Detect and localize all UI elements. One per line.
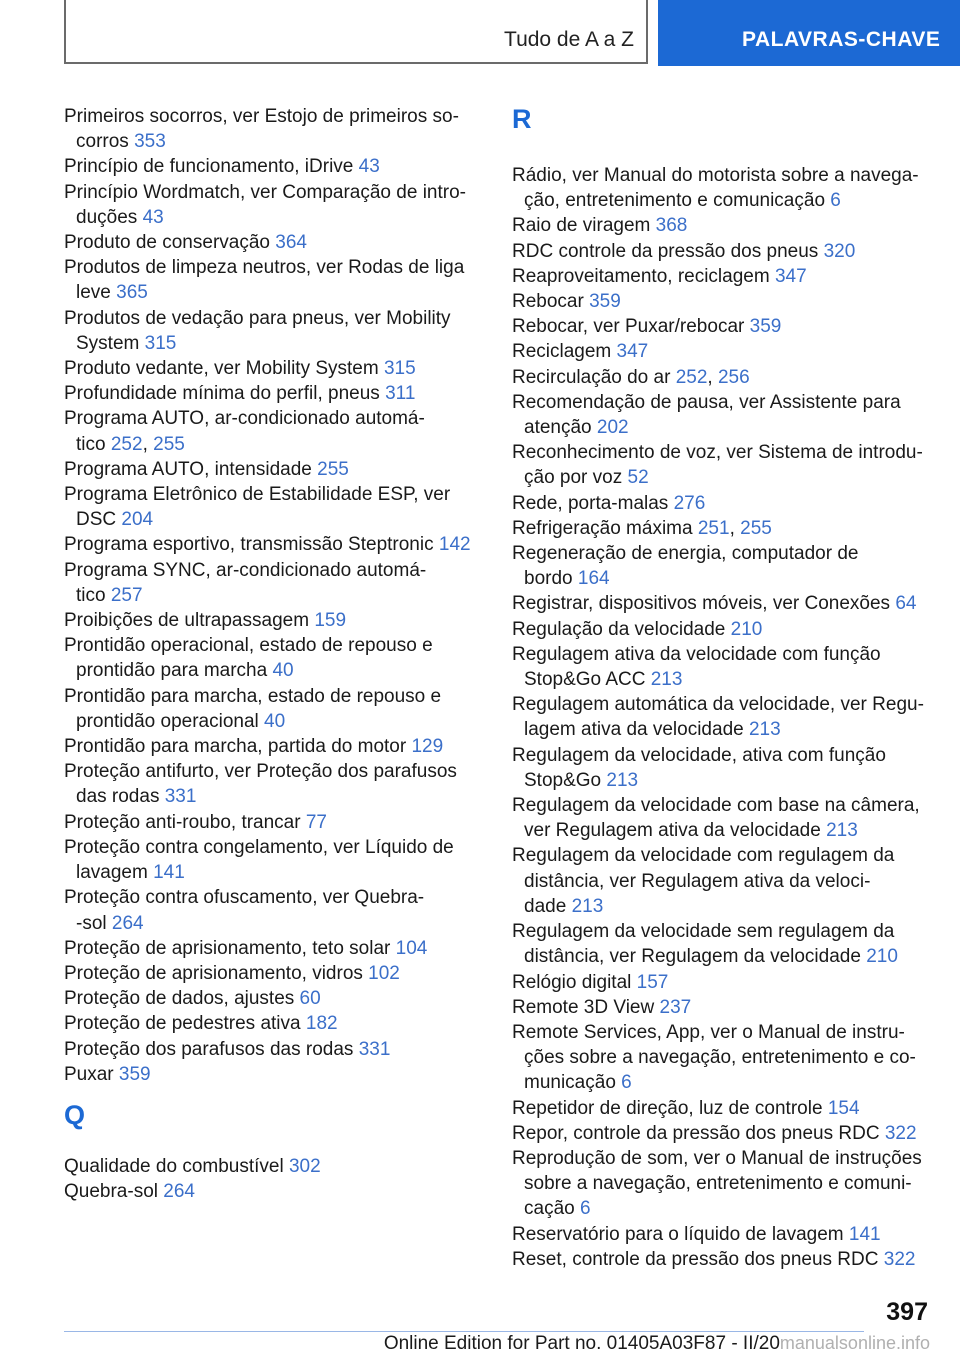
page-reference-link[interactable]: 315 <box>383 358 416 380</box>
index-entry <box>512 1146 932 1222</box>
page-reference-link[interactable]: 256 <box>717 366 750 388</box>
page-reference-link[interactable]: 102 <box>368 962 400 984</box>
index-entry <box>512 642 932 692</box>
index-term: prontidão para marcha <box>76 660 268 682</box>
index-entry <box>512 743 932 793</box>
index-term: Reset, controle da pressão dos pneus RDC <box>512 1248 879 1270</box>
page-reference-link[interactable]: 64 <box>895 593 917 615</box>
index-entry <box>64 684 484 734</box>
index-entry-line <box>512 667 932 692</box>
page-reference-link[interactable]: 368 <box>655 215 688 237</box>
index-entry-line <box>512 339 932 364</box>
section-title: Tudo de A a Z <box>504 28 634 51</box>
page-reference-link[interactable]: 154 <box>827 1097 860 1119</box>
index-entry-line <box>64 961 484 986</box>
index-term: Programa AUTO, ar-condicionado automá- <box>64 408 425 430</box>
page-reference-link[interactable]: 52 <box>627 467 649 489</box>
keywords-tab[interactable]: PALAVRAS-CHAVE <box>658 0 960 66</box>
index-term: Proteção de aprisionamento, teto solar <box>64 937 391 959</box>
index-term: Reprodução de som, ver o Manual de instruções <box>512 1147 922 1169</box>
index-term: Regulagem da velocidade com base na câmera, <box>512 795 920 817</box>
page-reference-link[interactable]: 237 <box>659 996 692 1018</box>
index-entry <box>512 365 932 390</box>
index-entry <box>512 541 932 591</box>
page-reference-link[interactable]: 210 <box>866 946 898 968</box>
index-entry <box>64 306 484 356</box>
index-term: Recirculação do ar <box>512 366 671 388</box>
index-term: Relógio digital <box>512 971 632 993</box>
index-entry-line <box>64 608 484 633</box>
footer-edition: Online Edition for Part no. 01405A03F87 - II/20manualsonline.info <box>383 1333 930 1354</box>
page-reference-link[interactable]: 43 <box>358 156 380 178</box>
page-reference-link[interactable]: 251 <box>697 517 730 539</box>
index-entry-line <box>64 1154 484 1179</box>
index-term: Rebocar, ver Puxar/rebocar <box>512 316 745 338</box>
page-reference-link[interactable]: 252 <box>675 366 708 388</box>
index-entry <box>512 1096 932 1121</box>
index-term: Remote 3D View <box>512 996 655 1018</box>
page-reference-link[interactable]: 213 <box>826 820 858 842</box>
index-term: Raio de viragem <box>512 215 651 237</box>
index-term: Produto vedante, ver Mobility System <box>64 358 379 380</box>
page-reference-link[interactable]: 331 <box>358 1038 391 1060</box>
index-term: Princípio de funcionamento, iDrive <box>64 156 354 178</box>
index-term: Proteção contra ofuscamento, ver Quebra- <box>64 887 425 909</box>
index-entry-line <box>64 129 484 154</box>
index-term: Proteção de pedestres ativa <box>64 1013 301 1035</box>
page-reference-link[interactable]: 347 <box>774 265 807 287</box>
index-term: Reciclagem <box>512 341 612 363</box>
index-entry <box>64 154 484 179</box>
index-entry-line <box>512 1096 932 1121</box>
index-entry <box>64 936 484 961</box>
index-term: Quebra-sol <box>64 1181 158 1203</box>
index-entry-line: tico 252, 255 <box>76 433 185 455</box>
index-entry-line <box>512 188 932 213</box>
index-entry-line <box>512 617 932 642</box>
index-term: Regulagem da velocidade com regulagem da <box>512 845 895 867</box>
index-entry-line <box>512 768 932 793</box>
index-term: corros <box>76 131 129 153</box>
index-entry <box>64 457 484 482</box>
index-term: Registrar, dispositivos móveis, ver Conexões <box>512 593 891 615</box>
index-term: Stop&Go ACC <box>524 669 646 691</box>
page-reference-link[interactable]: 213 <box>571 895 604 917</box>
index-term: ções sobre a navegação, entretenimento e co- <box>524 1047 916 1069</box>
index-entry <box>512 970 932 995</box>
index-entry-line <box>512 818 932 843</box>
index-entry-line <box>64 381 484 406</box>
page-reference-link[interactable]: 204 <box>121 509 154 531</box>
index-term: Proteção antifurto, ver Proteção dos parafusos <box>64 761 457 783</box>
index-entry-line <box>64 885 484 910</box>
index-term: Regulagem ativa da velocidade com função <box>512 643 881 665</box>
index-entry <box>64 810 484 835</box>
index-column-right <box>512 104 932 1272</box>
index-term: Produtos de vedação para pneus, ver Mobility <box>64 307 451 329</box>
index-entry-line <box>512 1196 932 1221</box>
index-entry-line <box>64 558 484 583</box>
index-term: Rede, porta-malas <box>512 492 669 514</box>
page-reference-link[interactable]: 6 <box>621 1072 632 1094</box>
page-reference-link[interactable]: 347 <box>616 341 649 363</box>
index-term: Proteção dos parafusos das rodas <box>64 1038 354 1060</box>
index-term: Proteção anti-roubo, trancar <box>64 811 301 833</box>
index-entry-line <box>64 759 484 784</box>
index-term: Programa AUTO, intensidade <box>64 458 312 480</box>
index-entry <box>64 1011 484 1036</box>
page-number: 397 <box>886 1298 928 1326</box>
index-entry <box>512 390 932 440</box>
index-entry-line <box>64 633 484 658</box>
index-entry-line <box>512 566 932 591</box>
index-entry <box>64 608 484 633</box>
footer-watermark: manualsonline.info <box>779 1333 930 1353</box>
index-entry <box>512 793 932 843</box>
index-entry-line <box>64 507 484 532</box>
index-entry <box>512 163 932 213</box>
index-entry-line <box>512 213 932 238</box>
index-term: tico <box>76 433 106 455</box>
index-entry-line <box>512 1171 932 1196</box>
index-entry-line <box>512 1121 932 1146</box>
page-reference-link[interactable]: 202 <box>596 417 629 439</box>
page-reference-link[interactable]: 77 <box>305 811 327 833</box>
index-entry <box>64 482 484 532</box>
index-entry <box>512 591 932 616</box>
index-entry-line <box>64 180 484 205</box>
index-term: Produtos de limpeza neutros, ver Rodas de liga <box>64 257 465 279</box>
index-term: Prontidão operacional, estado de repouso e <box>64 635 433 657</box>
index-entry-line <box>64 835 484 860</box>
page-reference-link[interactable]: 255 <box>317 458 349 480</box>
page-reference-link[interactable]: 353 <box>134 131 166 153</box>
index-entry <box>64 381 484 406</box>
page-reference-link[interactable]: 257 <box>110 584 143 606</box>
index-term: Puxar <box>64 1063 114 1085</box>
index-term: Programa Eletrônico de Estabilidade ESP, ver <box>64 484 451 506</box>
index-entry-line <box>64 810 484 835</box>
page-reference-link[interactable]: 322 <box>883 1248 916 1270</box>
index-entry-line <box>512 1045 932 1070</box>
page-reference-link[interactable]: 40 <box>264 710 286 732</box>
index-term: ção, entretenimento e comunicação <box>524 190 826 212</box>
index-entry <box>64 230 484 255</box>
index-entry-line <box>512 843 932 868</box>
page-reference-link[interactable]: 40 <box>272 660 294 682</box>
index-term: Produto de conservação <box>64 232 270 254</box>
page-reference-link[interactable]: 141 <box>848 1223 881 1245</box>
index-entry-line <box>64 230 484 255</box>
index-entry-line <box>512 1247 932 1272</box>
index-term: distância, ver Regulagem da velocidade <box>524 946 861 968</box>
page-reference-link[interactable]: 164 <box>577 568 610 590</box>
index-term: Proteção de dados, ajustes <box>64 988 295 1010</box>
index-term: Programa esportivo, transmissão Steptronic <box>64 534 434 556</box>
index-entry <box>64 1037 484 1062</box>
index-entry <box>64 961 484 986</box>
index-entry-line <box>64 583 484 608</box>
index-term: Repor, controle da pressão dos pneus RDC <box>512 1122 880 1144</box>
page-reference-link[interactable]: 213 <box>650 669 683 691</box>
index-term: Profundidade mínima do perfil, pneus <box>64 383 380 405</box>
index-term: cação <box>524 1198 575 1220</box>
index-entry-line <box>64 986 484 1011</box>
index-entry-line <box>64 1011 484 1036</box>
index-entry <box>512 516 932 541</box>
index-entry-line <box>64 154 484 179</box>
index-term: DSC <box>76 509 117 531</box>
index-entry-line <box>512 264 932 289</box>
index-entry <box>64 734 484 759</box>
index-entry <box>512 1020 932 1096</box>
index-entry <box>64 835 484 885</box>
index-term: Rebocar <box>512 291 584 313</box>
page-reference-link[interactable]: 311 <box>385 383 416 405</box>
page-reference-link[interactable]: 129 <box>411 736 444 758</box>
index-entry <box>512 264 932 289</box>
page-reference-link[interactable]: 159 <box>314 610 347 632</box>
index-entry <box>64 1154 484 1179</box>
index-term: lagem ativa da velocidade <box>524 719 744 741</box>
index-term: -sol <box>76 912 107 934</box>
index-entry <box>512 1222 932 1247</box>
page-reference-link[interactable]: 359 <box>589 291 621 313</box>
index-entry-line <box>512 591 932 616</box>
index-term: Reconhecimento de voz, ver Sistema de introdu- <box>512 442 923 464</box>
page-reference-link[interactable]: 322 <box>884 1122 917 1144</box>
index-term: Proteção de aprisionamento, vidros <box>64 962 363 984</box>
index-entry-line <box>64 709 484 734</box>
index-term: ver Regulagem ativa da velocidade <box>524 820 821 842</box>
index-entry-line: Refrigeração máxima 251, 255 <box>512 517 772 539</box>
page-reference-link[interactable]: 255 <box>740 517 772 539</box>
index-term: Prontidão para marcha, estado de repouso e <box>64 685 442 707</box>
index-entry <box>64 759 484 809</box>
page-reference-link[interactable]: 157 <box>636 971 669 993</box>
index-term: Stop&Go <box>524 769 602 791</box>
index-term: RDC controle da pressão dos pneus <box>512 240 819 262</box>
index-entry-line <box>64 457 484 482</box>
index-entry <box>512 289 932 314</box>
index-term: prontidão operacional <box>76 710 259 732</box>
page-reference-link[interactable]: 315 <box>144 332 177 354</box>
page-reference-link[interactable]: 302 <box>288 1155 321 1177</box>
index-entry-line <box>64 255 484 280</box>
index-term: Regeneração de energia, computador de <box>512 543 859 565</box>
page-reference-link[interactable]: 213 <box>606 769 639 791</box>
footer-divider <box>64 1331 864 1332</box>
index-entry <box>64 1179 484 1204</box>
index-term: Remote Services, App, ver o Manual de instru- <box>512 1021 905 1043</box>
index-entry-line: Recirculação do ar 252, 256 <box>512 366 750 388</box>
page-reference-link[interactable]: 210 <box>730 618 763 640</box>
index-term: Reaproveitamento, reciclagem <box>512 265 770 287</box>
page-reference-link[interactable]: 264 <box>111 912 144 934</box>
index-entry-line <box>512 390 932 415</box>
index-entry-line <box>64 936 484 961</box>
index-entry-line <box>64 280 484 305</box>
index-entry <box>512 617 932 642</box>
index-entry <box>64 406 484 456</box>
index-term: Repetidor de direção, luz de controle <box>512 1097 823 1119</box>
index-term: ção por voz <box>524 467 623 489</box>
index-entry <box>512 314 932 339</box>
index-entry <box>512 692 932 742</box>
index-entry-line <box>512 239 932 264</box>
index-entry-line <box>64 532 484 557</box>
index-term: Regulagem da velocidade, ativa com função <box>512 744 886 766</box>
index-entry <box>64 356 484 381</box>
page-reference-link[interactable]: 365 <box>116 282 148 304</box>
index-entry <box>64 532 484 557</box>
index-entry <box>64 180 484 230</box>
index-entry-line <box>512 995 932 1020</box>
index-term: Princípio Wordmatch, ver Comparação de intro- <box>64 181 466 203</box>
index-entry-line <box>64 1179 484 1204</box>
index-term: tico <box>76 584 106 606</box>
index-entry-line <box>64 104 484 129</box>
index-entry-line <box>64 406 484 431</box>
index-entry-line <box>512 541 932 566</box>
index-term: Primeiros socorros, ver Estojo de primeiros so- <box>64 106 459 127</box>
index-entry-line <box>64 1037 484 1062</box>
index-entry-line <box>512 869 932 894</box>
index-entry <box>64 633 484 683</box>
index-entry <box>512 995 932 1020</box>
index-term: Regulação da velocidade <box>512 618 726 640</box>
index-entry <box>512 1121 932 1146</box>
index-letter-heading: R <box>512 104 532 134</box>
index-entry-line <box>512 919 932 944</box>
page-reference-link[interactable]: 359 <box>749 316 782 338</box>
index-entry-line <box>64 331 484 356</box>
index-term: dade <box>524 895 567 917</box>
index-entry-line <box>512 1222 932 1247</box>
index-entry <box>64 1062 484 1087</box>
index-entry <box>64 885 484 935</box>
index-entry-line <box>64 684 484 709</box>
index-term: das rodas <box>76 786 160 808</box>
index-term: Recomendação de pausa, ver Assistente para <box>512 391 901 413</box>
index-entry-line <box>512 314 932 339</box>
index-entry <box>512 491 932 516</box>
index-entry-line <box>512 465 932 490</box>
index-entry <box>512 1247 932 1272</box>
index-entry-line <box>512 944 932 969</box>
page-reference-link[interactable]: 6 <box>579 1198 591 1220</box>
index-term: sobre a navegação, entretenimento e comuni- <box>524 1173 912 1195</box>
index-entry <box>64 104 484 154</box>
page-reference-link[interactable]: 331 <box>164 786 197 808</box>
index-column-left <box>64 104 484 1204</box>
page-reference-link[interactable]: 104 <box>395 937 428 959</box>
index-term: System <box>76 332 140 354</box>
page-reference-link[interactable]: 43 <box>142 206 164 228</box>
index-term: distância, ver Regulagem ativa da veloci- <box>524 870 871 892</box>
page-reference-link[interactable]: 276 <box>673 492 706 514</box>
page-reference-link[interactable]: 320 <box>823 240 856 262</box>
page-reference-link[interactable]: 255 <box>153 433 185 455</box>
index-entry-line <box>512 692 932 717</box>
index-entry-line <box>64 306 484 331</box>
index-entry <box>64 255 484 305</box>
index-entry <box>512 440 932 490</box>
page-reference-link[interactable]: 252 <box>110 433 143 455</box>
index-letter-heading: Q <box>64 1099 86 1130</box>
index-term: leve <box>76 282 111 304</box>
index-term: lavagem <box>76 862 148 884</box>
index-entry-line <box>512 1020 932 1045</box>
index-entry-line <box>512 642 932 667</box>
index-entry <box>512 213 932 238</box>
index-entry <box>512 843 932 919</box>
index-entry-line <box>512 743 932 768</box>
page-reference-link[interactable]: 142 <box>438 534 471 556</box>
index-term: Proteção contra congelamento, ver Líquido de <box>64 836 454 858</box>
index-term: bordo <box>524 568 573 590</box>
index-term: Reservatório para o líquido de lavagem <box>512 1223 844 1245</box>
index-entry-line <box>512 717 932 742</box>
index-term: Qualidade do combustível <box>64 1155 284 1177</box>
index-term: Regulagem da velocidade sem regulagem da <box>512 921 895 943</box>
index-entry-line <box>64 784 484 809</box>
index-term: duções <box>76 206 138 228</box>
index-entry-line <box>512 894 932 919</box>
page-reference-link[interactable]: 6 <box>830 190 841 212</box>
index-entry-line <box>512 289 932 314</box>
index-entry-line <box>512 491 932 516</box>
index-entry-line <box>64 205 484 230</box>
index-entry-line <box>512 1146 932 1171</box>
index-entry-line <box>64 658 484 683</box>
page-reference-link[interactable]: 264 <box>163 1181 195 1203</box>
index-entry-line <box>64 356 484 381</box>
index-term: Rádio, ver Manual do motorista sobre a navega- <box>512 165 919 186</box>
index-entry <box>512 919 932 969</box>
page-reference-link[interactable]: 182 <box>305 1013 338 1035</box>
index-entry <box>512 339 932 364</box>
page-reference-link[interactable]: 141 <box>153 862 185 884</box>
index-entry-line <box>64 1062 484 1087</box>
index-entry <box>64 558 484 608</box>
page-reference-link[interactable]: 60 <box>299 988 321 1010</box>
page-reference-link[interactable]: 213 <box>748 719 781 741</box>
index-entry-line <box>64 860 484 885</box>
index-entry-line <box>512 793 932 818</box>
index-entry-line <box>512 163 932 188</box>
index-entry <box>64 986 484 1011</box>
index-term: Programa SYNC, ar-condicionado automá- <box>64 559 427 581</box>
index-entry-line <box>64 734 484 759</box>
index-term: Refrigeração máxima <box>512 517 693 539</box>
index-term: municação <box>524 1072 616 1094</box>
page-reference-link[interactable]: 364 <box>275 232 307 254</box>
index-entry <box>512 239 932 264</box>
index-entry-line <box>64 482 484 507</box>
index-term: Prontidão para marcha, partida do motor <box>64 736 407 758</box>
index-entry-line <box>512 440 932 465</box>
index-term: Proibições de ultrapassagem <box>64 610 310 632</box>
index-entry-line <box>64 911 484 936</box>
index-entry-line <box>512 1070 932 1095</box>
index-entry-line <box>512 970 932 995</box>
page-reference-link[interactable]: 359 <box>118 1063 151 1085</box>
index-term: Regulagem automática da velocidade, ver Regu- <box>512 694 924 716</box>
index-term: atenção <box>524 417 592 439</box>
index-entry-line <box>512 415 932 440</box>
